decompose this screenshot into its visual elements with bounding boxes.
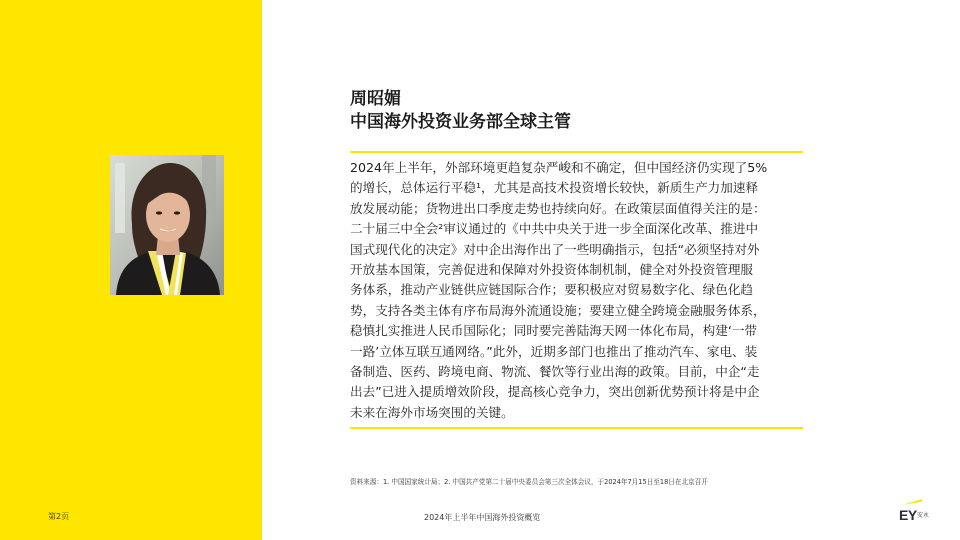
portrait-photo: [110, 155, 224, 295]
page-number: 第2页: [48, 512, 70, 521]
logo-subtext: 安永: [917, 512, 930, 519]
person-role: 中国海外投资业务部全球主管: [350, 112, 571, 132]
body-line: 未来在海外市场突围的关键。: [350, 404, 514, 420]
logo-beam-icon: [902, 499, 922, 505]
portrait-illustration: [110, 155, 224, 295]
body-line: 稳慎扎实推进人民币国际化；同时要完善陆海天网一体化布局，构建‘一带: [350, 323, 758, 339]
bottom-divider: [350, 427, 803, 429]
body-line: 势，支持各类主体有序布局海外流通设施；要建立健全跨境金融服务体系，: [350, 302, 766, 318]
body-line: 放发展动能；货物进出口季度走势也持续向好。在政策层面值得关注的是：: [350, 200, 766, 216]
body-line: 备制造、医药、跨境电商、物流、餐饮等行业出海的政策。目前，中企“走: [350, 364, 760, 380]
body-line: 开放基本国策，完善促进和保障对外投资体制机制，健全对外投资管理服: [350, 262, 753, 278]
body-line: 出去”已进入提质增效阶段，提高核心竞争力，突出创新优势预计将是中企: [350, 384, 760, 400]
body-line: 国式现代化的决定》对中企出海作出了一些明确指示，包括“必须坚持对外: [350, 241, 760, 257]
person-name: 周昭媚: [350, 89, 401, 109]
source-footnote: 资料来源：1. 中国国家统计局；2. 中国共产党第二十届中央委员会第三次全体会议，于2024年7月15日至18日在北京召开: [350, 478, 708, 486]
document-title: 2024年上半年中国海外投资概览: [424, 513, 541, 522]
top-divider: [350, 151, 803, 153]
body-paragraph: [350, 158, 808, 423]
ey-logo: [897, 499, 937, 527]
body-line: 的增长，总体运行平稳¹，尤其是高技术投资增长较快，新质生产力加速释: [350, 180, 759, 196]
logo-mark: EY: [899, 507, 917, 523]
body-line: 务体系，推动产业链供应链国际合作；要积极应对贸易数字化、绿色化趋: [350, 282, 753, 298]
body-line: 一路’立体互联互通网络。”此外，近期多部门也推出了推动汽车、家电、装: [350, 343, 758, 359]
body-line: 二十届三中全会²审议通过的《中共中央关于进一步全面深化改革、推进中: [350, 221, 759, 237]
body-line: 2024年上半年，外部环境更趋复杂严峻和不确定，但中国经济仍实现了5%: [350, 160, 768, 175]
